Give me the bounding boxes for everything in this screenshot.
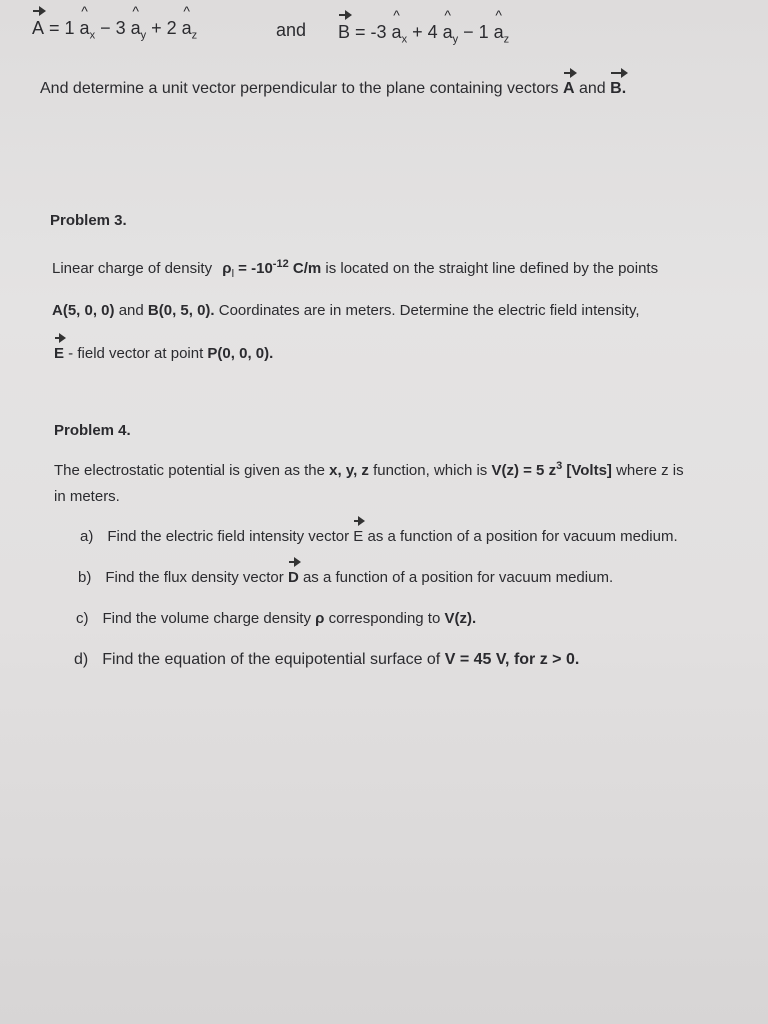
item-c-rho: ρ <box>315 610 325 627</box>
vector-b-coef-y: + 4 <box>407 22 443 42</box>
vector-a-coef-y: − 3 <box>95 18 131 38</box>
unit-ay: ^ a <box>131 18 141 39</box>
item-c-post: corresponding to <box>324 610 445 627</box>
intro-sentence <box>40 80 626 98</box>
e-vector-symbol: E <box>54 345 65 362</box>
item-c-vz: V(z). <box>444 610 477 627</box>
problem4-line2: in meters. <box>54 488 120 505</box>
rho-sub: l <box>231 268 235 280</box>
item-b-pre: Find the flux density vector <box>105 569 288 586</box>
p3-line1-post: is located on the straight line defined by the points <box>321 260 659 277</box>
volts-unit: [Volts] <box>562 462 612 479</box>
vector-a-symbol: A <box>32 18 45 38</box>
item-a-vector-e: E <box>353 528 364 545</box>
p3-line3-text: - field vector at point <box>64 345 208 362</box>
unit-az: ^ a <box>182 18 192 39</box>
item-b-vector-d: D <box>287 569 299 586</box>
rho-symbol: ρ <box>222 260 232 277</box>
unit-bz-sub: z <box>503 33 510 46</box>
intro-text: And determine a unit vector perpendicular to the plane containing vectors <box>40 80 563 97</box>
list-item-a <box>80 528 678 545</box>
intro-vector-b: B. <box>610 80 627 97</box>
unit-az-sub: z <box>191 29 198 42</box>
item-a-pre: Find the electric field intensity vector <box>107 528 354 545</box>
list-item-b <box>78 569 613 586</box>
vector-a-coef-z: + 2 <box>146 18 182 38</box>
charge-unit: C/m <box>288 260 322 277</box>
item-d-pre: Find the equation of the equipotential surface of <box>102 651 445 668</box>
charge-exponent: -12 <box>272 258 289 270</box>
vector-a-coef-x: = 1 <box>44 18 80 38</box>
item-a-label: a) <box>80 528 94 545</box>
unit-ay-sub: y <box>140 29 147 42</box>
vector-b-coef-z: − 1 <box>458 22 494 42</box>
p3-line1-pre: Linear charge of density <box>52 260 217 277</box>
point-p: P(0, 0, 0). <box>207 345 274 362</box>
unit-by-sub: y <box>452 33 459 46</box>
problem4-line1 <box>54 460 684 479</box>
item-d-label: d) <box>74 651 89 668</box>
unit-ax: ^ a <box>80 18 90 39</box>
item-c-label: c) <box>76 610 89 627</box>
intro-and: and <box>574 80 611 97</box>
problem3-title: Problem 3. <box>50 212 127 229</box>
p4-line1-mid: function, which is <box>368 462 492 479</box>
and-word: and <box>276 20 307 40</box>
unit-bx-sub: x <box>401 33 408 46</box>
unit-ax-sub: x <box>89 29 96 42</box>
item-b-label: b) <box>78 569 92 586</box>
p4-line1-post: where z is <box>611 462 684 479</box>
charge-value: = -10 <box>234 260 273 277</box>
item-d-condition: V = 45 V, for z > 0. <box>444 651 580 668</box>
list-item-c <box>76 610 476 627</box>
potential-function: V(z) = 5 z <box>491 462 557 479</box>
potential-exponent: 3 <box>556 460 563 472</box>
unit-bz: ^ a <box>494 22 504 43</box>
problem3-line1 <box>52 258 658 280</box>
point-b: B(0, 5, 0). <box>147 302 215 319</box>
item-b-post: as a function of a position for vacuum medium. <box>298 569 614 586</box>
p3-line2-post: Coordinates are in meters. Determine the electric field intensity, <box>214 302 640 319</box>
problem3-line2 <box>52 302 640 319</box>
unit-bx: ^ a <box>392 22 402 43</box>
item-c-pre: Find the volume charge density <box>102 610 316 627</box>
problem4-title: Problem 4. <box>54 422 131 439</box>
vector-b-coef-x: = -3 <box>350 22 392 42</box>
vector-b-symbol: B <box>338 22 351 42</box>
point-a: A(5, 0, 0) <box>52 302 115 319</box>
list-item-d <box>74 651 579 669</box>
vector-a-equation <box>32 18 197 42</box>
vector-b-equation <box>338 22 509 46</box>
item-a-post: as a function of a position for vacuum medium. <box>363 528 678 545</box>
p3-and: and <box>114 302 148 319</box>
problem3-line3 <box>54 345 273 362</box>
unit-by: ^ a <box>443 22 453 43</box>
p4-line1-pre: The electrostatic potential is given as the <box>54 462 330 479</box>
intro-vector-a: A <box>562 80 575 97</box>
xyz-text: x, y, z <box>329 462 369 479</box>
